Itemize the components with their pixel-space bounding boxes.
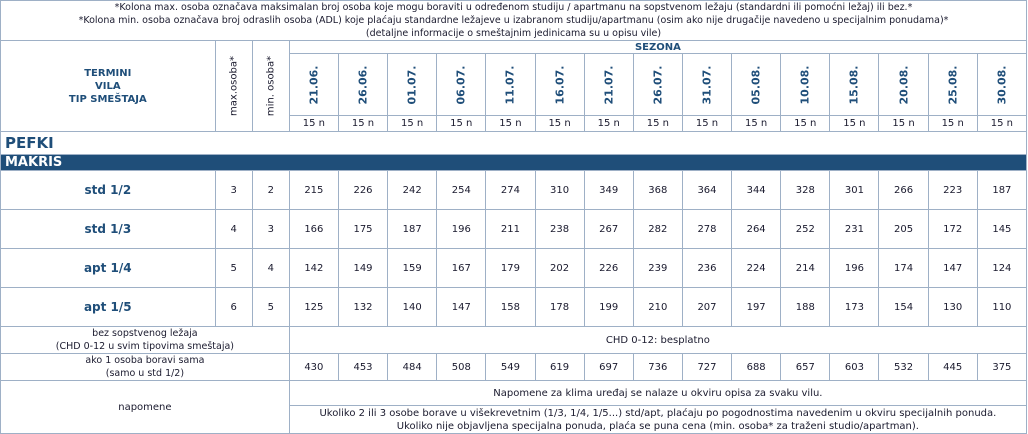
single-price-cell: 736 xyxy=(633,354,682,381)
date-header-cell xyxy=(338,54,387,116)
price-cell: 154 xyxy=(879,288,928,327)
price-cell: 149 xyxy=(338,249,387,288)
price-cell: 236 xyxy=(682,249,731,288)
price-cell: 328 xyxy=(781,171,830,210)
header-tip-smestaja: TIP SMEŠTAJA xyxy=(68,93,147,105)
price-cell: 254 xyxy=(437,171,486,210)
room-min-persons: 4 xyxy=(252,249,289,288)
price-cell: 130 xyxy=(928,288,977,327)
price-cell: 274 xyxy=(486,171,535,210)
room-row xyxy=(1,249,1027,288)
date-header-cell xyxy=(879,54,928,116)
price-cell: 231 xyxy=(830,210,879,249)
price-cell: 238 xyxy=(535,210,584,249)
subvilla-row xyxy=(1,155,1027,171)
room-min-persons: 3 xyxy=(252,210,289,249)
price-cell: 215 xyxy=(289,171,338,210)
date-label: 16.07. xyxy=(553,65,567,104)
duration-cell: 15 n xyxy=(977,116,1026,132)
room-type: apt 1/4 xyxy=(1,249,216,288)
date-header-cell xyxy=(928,54,977,116)
price-cell: 187 xyxy=(388,210,437,249)
price-cell: 207 xyxy=(682,288,731,327)
price-cell: 147 xyxy=(437,288,486,327)
price-cell: 172 xyxy=(928,210,977,249)
napomene-line-1: Napomene za klima uređaj se nalaze u okviru opisa za svaku vilu. xyxy=(289,381,1026,406)
room-min-persons: 2 xyxy=(252,171,289,210)
price-cell: 174 xyxy=(879,249,928,288)
single-label-line-1: ako 1 osoba boravi sama xyxy=(85,355,205,366)
room-row xyxy=(1,288,1027,327)
single-price-cell: 484 xyxy=(388,354,437,381)
price-cell: 173 xyxy=(830,288,879,327)
single-price-cell: 688 xyxy=(732,354,781,381)
single-occupancy-row xyxy=(1,354,1027,381)
price-cell: 226 xyxy=(338,171,387,210)
date-header-cell xyxy=(486,54,535,116)
room-max-persons: 4 xyxy=(215,210,252,249)
price-cell: 252 xyxy=(781,210,830,249)
price-cell: 140 xyxy=(388,288,437,327)
season-label: SEZONA xyxy=(289,41,1026,54)
min-persons-label: min. osoba* xyxy=(265,55,277,117)
date-label: 05.08. xyxy=(749,65,763,104)
duration-cell: 15 n xyxy=(289,116,338,132)
price-cell: 179 xyxy=(486,249,535,288)
duration-cell: 15 n xyxy=(338,116,387,132)
price-cell: 158 xyxy=(486,288,535,327)
notes-row xyxy=(1,1,1027,41)
price-cell: 224 xyxy=(732,249,781,288)
duration-cell: 15 n xyxy=(928,116,977,132)
price-cell: 178 xyxy=(535,288,584,327)
price-cell: 199 xyxy=(584,288,633,327)
single-price-cell: 603 xyxy=(830,354,879,381)
duration-cell: 15 n xyxy=(830,116,879,132)
single-label xyxy=(1,354,290,381)
date-label: 21.06. xyxy=(307,65,321,104)
duration-cell: 15 n xyxy=(633,116,682,132)
single-price-cell: 375 xyxy=(977,354,1026,381)
price-cell: 349 xyxy=(584,171,633,210)
price-cell: 145 xyxy=(977,210,1026,249)
date-header-cell xyxy=(732,54,781,116)
header-termini: TERMINI xyxy=(84,67,132,79)
chd-label xyxy=(1,327,290,354)
date-label: 11.07. xyxy=(503,65,517,104)
price-cell: 278 xyxy=(682,210,731,249)
price-cell: 196 xyxy=(830,249,879,288)
room-max-persons: 3 xyxy=(215,171,252,210)
room-row xyxy=(1,210,1027,249)
price-cell: 142 xyxy=(289,249,338,288)
duration-cell: 15 n xyxy=(584,116,633,132)
date-header-cell xyxy=(388,54,437,116)
single-price-cell: 508 xyxy=(437,354,486,381)
price-cell: 211 xyxy=(486,210,535,249)
price-cell: 364 xyxy=(682,171,731,210)
price-cell: 301 xyxy=(830,171,879,210)
room-row xyxy=(1,171,1027,210)
note-max: *Kolona max. osoba označava maksimalan broj osoba koje mogu boraviti u određenom studiju / apartmanu na sopstvenom ležaju (standardni ili pomoćni ležaj) ili bez.* xyxy=(114,2,913,13)
room-max-persons: 6 xyxy=(215,288,252,327)
price-cell: 175 xyxy=(338,210,387,249)
date-header-cell xyxy=(977,54,1026,116)
price-cell: 196 xyxy=(437,210,486,249)
single-price-cell: 549 xyxy=(486,354,535,381)
date-header-cell xyxy=(633,54,682,116)
notes-block xyxy=(1,1,1027,41)
price-cell: 110 xyxy=(977,288,1026,327)
villa-name: PEFKI xyxy=(1,132,1027,155)
room-type: std 1/3 xyxy=(1,210,216,249)
villa-row xyxy=(1,132,1027,155)
season-header-row xyxy=(1,41,1027,54)
date-label: 31.07. xyxy=(700,65,714,104)
napomene-line-3: Ukoliko nije objavljena specijalna ponuda, plaća se puna cena (min. osoba* za traženi studio/apartman). xyxy=(396,420,919,432)
duration-cell: 15 n xyxy=(879,116,928,132)
single-price-cell: 532 xyxy=(879,354,928,381)
duration-cell: 15 n xyxy=(682,116,731,132)
price-cell: 205 xyxy=(879,210,928,249)
date-label: 25.08. xyxy=(946,65,960,104)
price-cell: 124 xyxy=(977,249,1026,288)
duration-cell: 15 n xyxy=(732,116,781,132)
price-cell: 239 xyxy=(633,249,682,288)
note-min: *Kolona min. osoba označava broj odraslih osoba (ADL) koje plaćaju standardne ležajeve u izabranom studiju/apartmanu (osim ako nije drugačije navedeno u specijalnim ponudama)* xyxy=(78,15,949,26)
header-min xyxy=(252,41,289,132)
date-header-cell xyxy=(584,54,633,116)
chd-row xyxy=(1,327,1027,354)
price-cell: 282 xyxy=(633,210,682,249)
single-price-cell: 445 xyxy=(928,354,977,381)
price-cell: 266 xyxy=(879,171,928,210)
price-cell: 125 xyxy=(289,288,338,327)
date-header-cell xyxy=(830,54,879,116)
napomene-line-2: Ukoliko 2 ili 3 osobe borave u višekrevetnim (1/3, 1/4, 1/5...) std/apt, plaćaju po pogodnostima navedenim u okviru specijalnih ponuda. xyxy=(319,407,997,419)
price-cell: 197 xyxy=(732,288,781,327)
duration-cell: 15 n xyxy=(388,116,437,132)
header-max xyxy=(215,41,252,132)
single-price-cell: 727 xyxy=(682,354,731,381)
duration-cell: 15 n xyxy=(486,116,535,132)
max-persons-label: max.osoba* xyxy=(228,56,240,116)
price-cell: 368 xyxy=(633,171,682,210)
date-label: 20.08. xyxy=(897,65,911,104)
price-cell: 267 xyxy=(584,210,633,249)
header-left xyxy=(1,41,216,132)
price-cell: 167 xyxy=(437,249,486,288)
price-cell: 242 xyxy=(388,171,437,210)
date-header-cell xyxy=(682,54,731,116)
room-max-persons: 5 xyxy=(215,249,252,288)
date-label: 26.07. xyxy=(651,65,665,104)
subvilla-name: MAKRIS xyxy=(1,155,1027,171)
price-cell: 226 xyxy=(584,249,633,288)
napomene-lines-2-3 xyxy=(289,406,1026,434)
date-label: 15.08. xyxy=(847,65,861,104)
date-header-cell xyxy=(781,54,830,116)
date-label: 01.07. xyxy=(405,65,419,104)
price-cell: 214 xyxy=(781,249,830,288)
single-price-cell: 657 xyxy=(781,354,830,381)
napomene-label: napomene xyxy=(1,381,290,434)
price-cell: 264 xyxy=(732,210,781,249)
room-type: apt 1/5 xyxy=(1,288,216,327)
price-cell: 166 xyxy=(289,210,338,249)
date-label: 06.07. xyxy=(454,65,468,104)
single-price-cell: 619 xyxy=(535,354,584,381)
date-label: 30.08. xyxy=(995,65,1009,104)
date-header-cell xyxy=(289,54,338,116)
price-cell: 132 xyxy=(338,288,387,327)
price-cell: 344 xyxy=(732,171,781,210)
price-cell: 223 xyxy=(928,171,977,210)
chd-label-line-2: (CHD 0-12 u svim tipovima smeštaja) xyxy=(55,341,234,352)
room-min-persons: 5 xyxy=(252,288,289,327)
duration-cell: 15 n xyxy=(535,116,584,132)
price-cell: 188 xyxy=(781,288,830,327)
price-cell: 187 xyxy=(977,171,1026,210)
price-cell: 147 xyxy=(928,249,977,288)
date-header-cell xyxy=(437,54,486,116)
single-price-cell: 697 xyxy=(584,354,633,381)
date-label: 26.06. xyxy=(356,65,370,104)
price-cell: 210 xyxy=(633,288,682,327)
single-price-cell: 430 xyxy=(289,354,338,381)
duration-cell: 15 n xyxy=(781,116,830,132)
single-label-line-2: (samo u std 1/2) xyxy=(105,368,185,379)
room-type: std 1/2 xyxy=(1,171,216,210)
note-details: (detaljne informacije o smeštajnim jedinicama su u opisu vile) xyxy=(365,28,662,39)
price-cell: 159 xyxy=(388,249,437,288)
price-cell: 202 xyxy=(535,249,584,288)
date-label: 10.08. xyxy=(798,65,812,104)
napomene-row-1 xyxy=(1,381,1027,406)
header-vila: VILA xyxy=(95,80,121,92)
price-cell: 310 xyxy=(535,171,584,210)
single-price-cell: 453 xyxy=(338,354,387,381)
chd-value: CHD 0-12: besplatno xyxy=(289,327,1026,354)
duration-cell: 15 n xyxy=(437,116,486,132)
date-label: 21.07. xyxy=(602,65,616,104)
chd-label-line-1: bez sopstvenog ležaja xyxy=(92,328,198,339)
date-header-cell xyxy=(535,54,584,116)
